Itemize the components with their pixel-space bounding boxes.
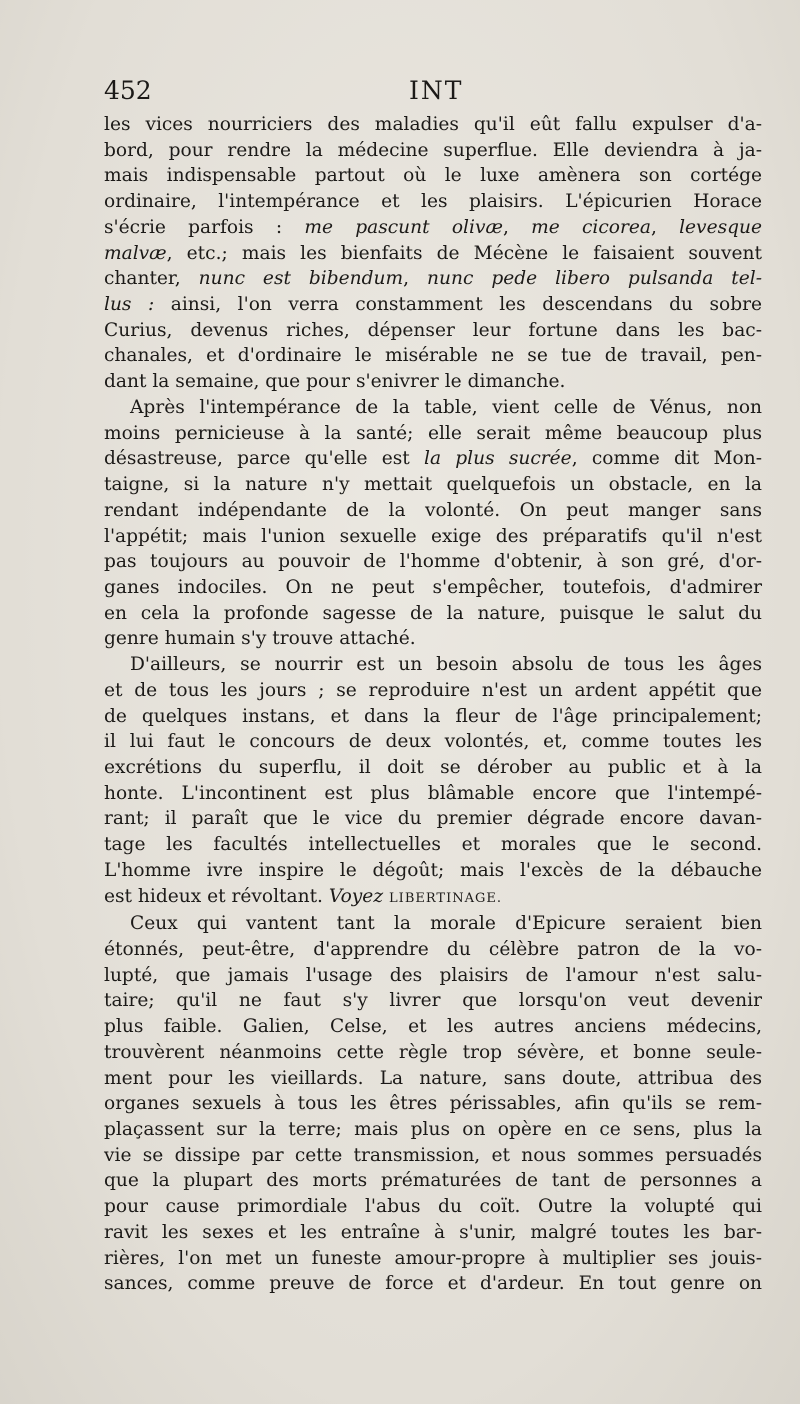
text-line: ment pour les vieillards. La nature, sans doute, attribua des: [104, 1067, 762, 1089]
italic-phrase: Voyez: [328, 885, 384, 907]
text-line: désastreuse, parce qu'elle est la plus sucrée, comme dit Mon-: [104, 448, 762, 470]
text-line: L'homme ivre inspire le dégoût; mais l'excès de la débauche: [104, 859, 762, 881]
text-line: ordinaire, l'intempérance et les plaisirs. L'épicurien Horace: [104, 191, 762, 213]
small-caps-phrase: LIBERTINAGE.: [389, 890, 502, 906]
italic-phrase: nunc pede libero pulsanda tel-: [427, 268, 763, 290]
italic-phrase: nunc est bibendum: [198, 268, 404, 290]
text-line: les vices nourriciers des maladies qu'il eût fallu expulser d'a-: [104, 114, 762, 135]
text-line: de quelques instans, et dans la fleur de l'âge principalement;: [104, 705, 762, 727]
text-line: organes sexuels à tous les êtres périssables, afin qu'ils se rem-: [104, 1093, 762, 1115]
text-line: malvæ, etc.; mais les bienfaits de Mécène le faisaient souvent: [104, 242, 762, 264]
text-line: Ceux qui vantent tant la morale d'Epicure seraient bien: [130, 913, 762, 935]
paragraph: [104, 112, 762, 395]
text-line: lus : ainsi, l'on verra constamment les descendans du sobre: [104, 294, 763, 316]
text-line: rendant indépendante de la volonté. On peut manger sans: [104, 499, 762, 521]
text-line: plaçassent sur la terre; mais plus on opère en ce sens, plus la: [104, 1119, 762, 1141]
text-line: sances, comme preuve de force et d'ardeur. En tout genre on: [104, 1273, 762, 1295]
text-line: en cela la profonde sagesse de la nature, puisque le salut du: [104, 602, 762, 624]
text-line: bord, pour rendre la médecine superflue. Elle deviendra à ja-: [104, 139, 762, 161]
text-line: il lui faut le concours de deux volontés, et, comme toutes les: [104, 731, 762, 753]
text-line: chanales, et d'ordinaire le misérable ne se tue de travail, pen-: [104, 345, 762, 367]
paragraph: [104, 911, 762, 1297]
text-line: honte. L'incontinent est plus blâmable encore que l'intempé-: [104, 782, 762, 804]
italic-phrase: me cicorea: [531, 216, 651, 238]
page-header: [104, 76, 760, 110]
italic-phrase: me pascunt olivæ: [304, 216, 503, 238]
text-line: ravit les sexes et les entraîne à s'unir, malgré toutes les bar-: [104, 1221, 762, 1243]
text-line: taigne, si la nature n'y mettait quelquefois un obstacle, en la: [104, 474, 762, 496]
text-line: D'ailleurs, se nourrir est un besoin absolu de tous les âges: [130, 654, 762, 676]
text-line: Après l'intempérance de la table, vient celle de Vénus, non: [130, 396, 762, 418]
text-line: rant; il paraît que le vice du premier dégrade encore davan-: [104, 808, 762, 830]
text-line: pour cause primordiale l'abus du coït. Outre la volupté qui: [104, 1196, 762, 1218]
text-line: chanter, nunc est bibendum, nunc pede libero pulsanda tel-: [104, 268, 763, 290]
text-line: est hideux et révoltant. Voyez LIBERTINAGE.: [104, 885, 502, 907]
text-line: plus faible. Galien, Celse, et les autres anciens médecins,: [104, 1016, 762, 1038]
text-line: taire; qu'il ne faut s'y livrer que lorsqu'on veut devenir: [104, 990, 762, 1012]
text-line: l'appétit; mais l'union sexuelle exige des préparatifs qu'il n'est: [104, 525, 762, 547]
text-line: excrétions du superflu, il doit se dérober au public et à la: [104, 756, 762, 778]
text-line: ganes indociles. On ne peut s'empêcher, toutefois, d'admirer: [104, 576, 762, 598]
text-line: tage les facultés intellectuelles et morales que le second.: [104, 834, 762, 856]
text-line: et de tous les jours ; se reproduire n'est un ardent appétit que: [104, 679, 762, 701]
text-line: lupté, que jamais l'usage des plaisirs de l'amour n'est salu-: [104, 964, 762, 986]
text-line: rières, l'on met un funeste amour-propre à multiplier ses jouis-: [104, 1247, 762, 1269]
text-line: Curius, devenus riches, dépenser leur fortune dans les bac-: [104, 319, 762, 341]
italic-phrase: malvæ: [104, 242, 167, 264]
italic-phrase: la plus sucrée: [424, 448, 572, 470]
text-line: pas toujours au pouvoir de l'homme d'obtenir, à son gré, d'or-: [104, 551, 762, 573]
running-head: INT: [409, 76, 464, 105]
text-line: que la plupart des morts prématurées de tant de personnes a: [104, 1170, 762, 1192]
text-line: moins pernicieuse à la santé; elle serait même beaucoup plus: [104, 422, 762, 444]
text-line: genre humain s'y trouve attaché.: [104, 628, 416, 650]
text-line: dant la semaine, que pour s'enivrer le dimanche.: [104, 371, 566, 393]
page-number: 452: [104, 76, 152, 105]
text-line: étonnés, peut-être, d'apprendre du célèbre patron de la vo-: [104, 939, 762, 960]
italic-phrase: levesque: [679, 216, 762, 238]
body-text: [104, 112, 762, 1297]
text-line: trouvèrent néanmoins cette règle trop sévère, et bonne seule-: [104, 1041, 762, 1063]
text-line: mais indispensable partout où le luxe amènera son cortége: [104, 165, 762, 187]
paragraph: [104, 652, 762, 911]
text-line: vie se dissipe par cette transmission, et nous sommes persuadés: [104, 1144, 762, 1166]
paragraph: [104, 395, 762, 652]
italic-phrase: lus :: [104, 294, 155, 316]
text-line: s'écrie parfois : me pascunt olivæ, me cicorea, levesque: [104, 216, 762, 238]
